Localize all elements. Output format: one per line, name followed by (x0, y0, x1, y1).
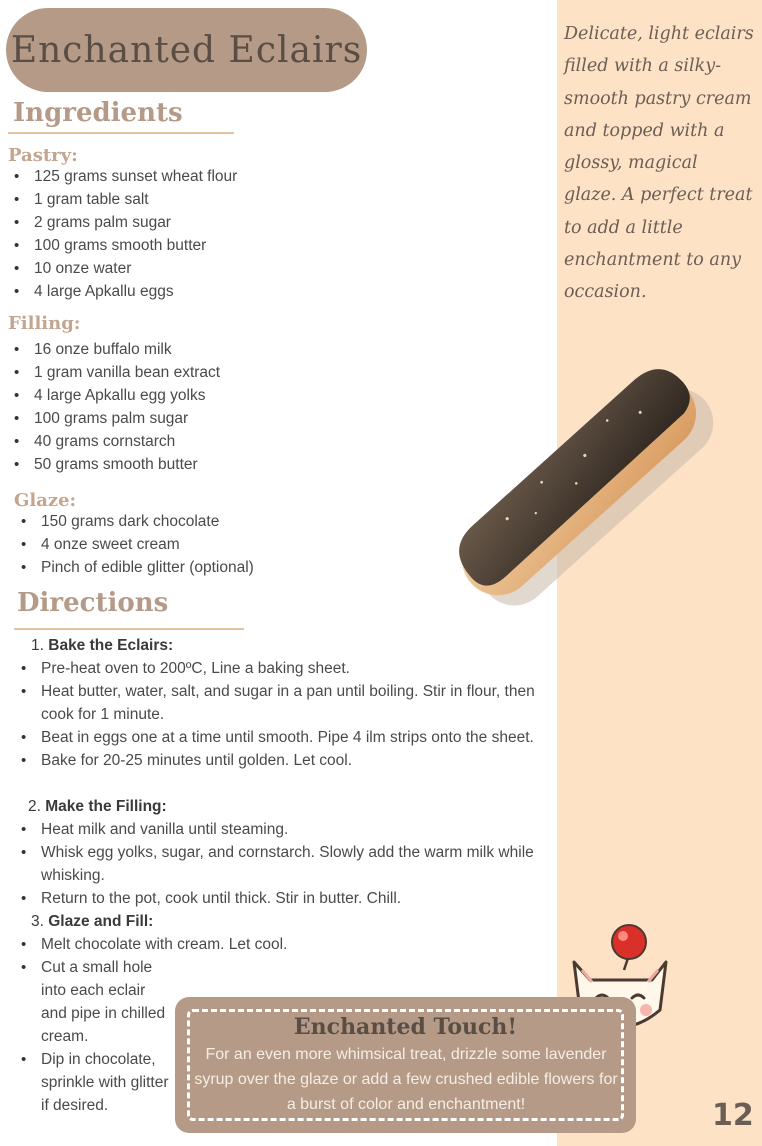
recipe-description: Delicate, light eclairs filled with a silky-smooth pastry cream and topped with a glossy, magical glaze. A perfect treat to add a little enchantment to any occasion. (564, 24, 754, 303)
ingredients-underline (8, 132, 234, 134)
step-heading (31, 910, 153, 933)
list-item: • 10 onze water (34, 257, 237, 280)
list-item: • 50 grams smooth butter (34, 453, 220, 476)
step-title: Bake the Eclairs: (48, 637, 174, 654)
list-item: • Pinch of edible glitter (optional) (41, 556, 254, 579)
list-item: • 100 grams smooth butter (34, 234, 237, 257)
list-item: • Bake for 20-25 minutes until golden. Let cool. (41, 749, 546, 772)
step-2-list (41, 818, 546, 910)
step-number: 1. (31, 637, 44, 654)
glaze-label: Glaze: (14, 490, 77, 511)
step-number: 3. (31, 913, 44, 930)
list-item: • 16 onze buffalo milk (34, 338, 220, 361)
list-item: • 125 grams sunset wheat flour (34, 165, 237, 188)
step-number: 2. (28, 798, 41, 815)
list-item: • Return to the pot, cook until thick. Stir in butter. Chill. (41, 887, 546, 910)
eclair-illustration (440, 330, 720, 630)
list-item: • Melt chocolate with cream. Let cool. (41, 933, 546, 956)
list-item: • 1 gram table salt (34, 188, 237, 211)
list-item: • 4 large Apkallu eggs (34, 280, 237, 303)
tip-body: For an even more whimsical treat, drizzle some lavender syrup over the glaze or add a few crushed edible flowers for a burst of color and enchantment! (194, 1046, 618, 1113)
list-item: • 40 grams cornstarch (34, 430, 220, 453)
directions-underline (14, 628, 244, 630)
title-banner (6, 8, 367, 92)
step-1-list (41, 657, 546, 772)
pastry-list (34, 165, 237, 303)
list-item: • 4 onze sweet cream (41, 533, 254, 556)
page-title: Enchanted Eclairs (10, 29, 363, 71)
glaze-list (41, 510, 254, 579)
list-item: • 150 grams dark chocolate (41, 510, 254, 533)
directions-heading: Directions (17, 588, 169, 618)
step-heading (31, 634, 173, 657)
list-item: • Heat butter, water, salt, and sugar in a pan until boiling. Stir in flour, then cook for 1 minute. (41, 680, 546, 726)
pastry-label: Pastry: (8, 145, 78, 166)
step-title: Glaze and Fill: (48, 913, 154, 930)
step-title: Make the Filling: (45, 798, 167, 815)
filling-list (34, 338, 220, 476)
list-item: • Beat in eggs one at a time until smooth. Pipe 4 ilm strips onto the sheet. (41, 726, 546, 749)
tip-title: Enchanted Touch! (293, 1014, 518, 1040)
list-item: • 1 gram vanilla bean extract (34, 361, 220, 384)
list-item: • Whisk egg yolks, sugar, and cornstarch. Slowly add the warm milk while whisking. (41, 841, 546, 887)
list-item: • Pre-heat oven to 200ºC, Line a baking sheet. (41, 657, 546, 680)
list-item: • Dip in chocolate, sprinkle with glitter if desired. (41, 1048, 171, 1117)
list-item: • 4 large Apkallu egg yolks (34, 384, 220, 407)
list-item: • Heat milk and vanilla until steaming. (41, 818, 546, 841)
list-item: • Cut a small hole into each eclair and pipe in chilled cream. (41, 956, 171, 1048)
filling-label: Filling: (8, 313, 81, 334)
step-heading (28, 795, 167, 818)
list-item: • 2 grams palm sugar (34, 211, 237, 234)
ingredients-heading: Ingredients (13, 98, 183, 128)
page-number: 12 (712, 1098, 754, 1133)
list-item: • 100 grams palm sugar (34, 407, 220, 430)
